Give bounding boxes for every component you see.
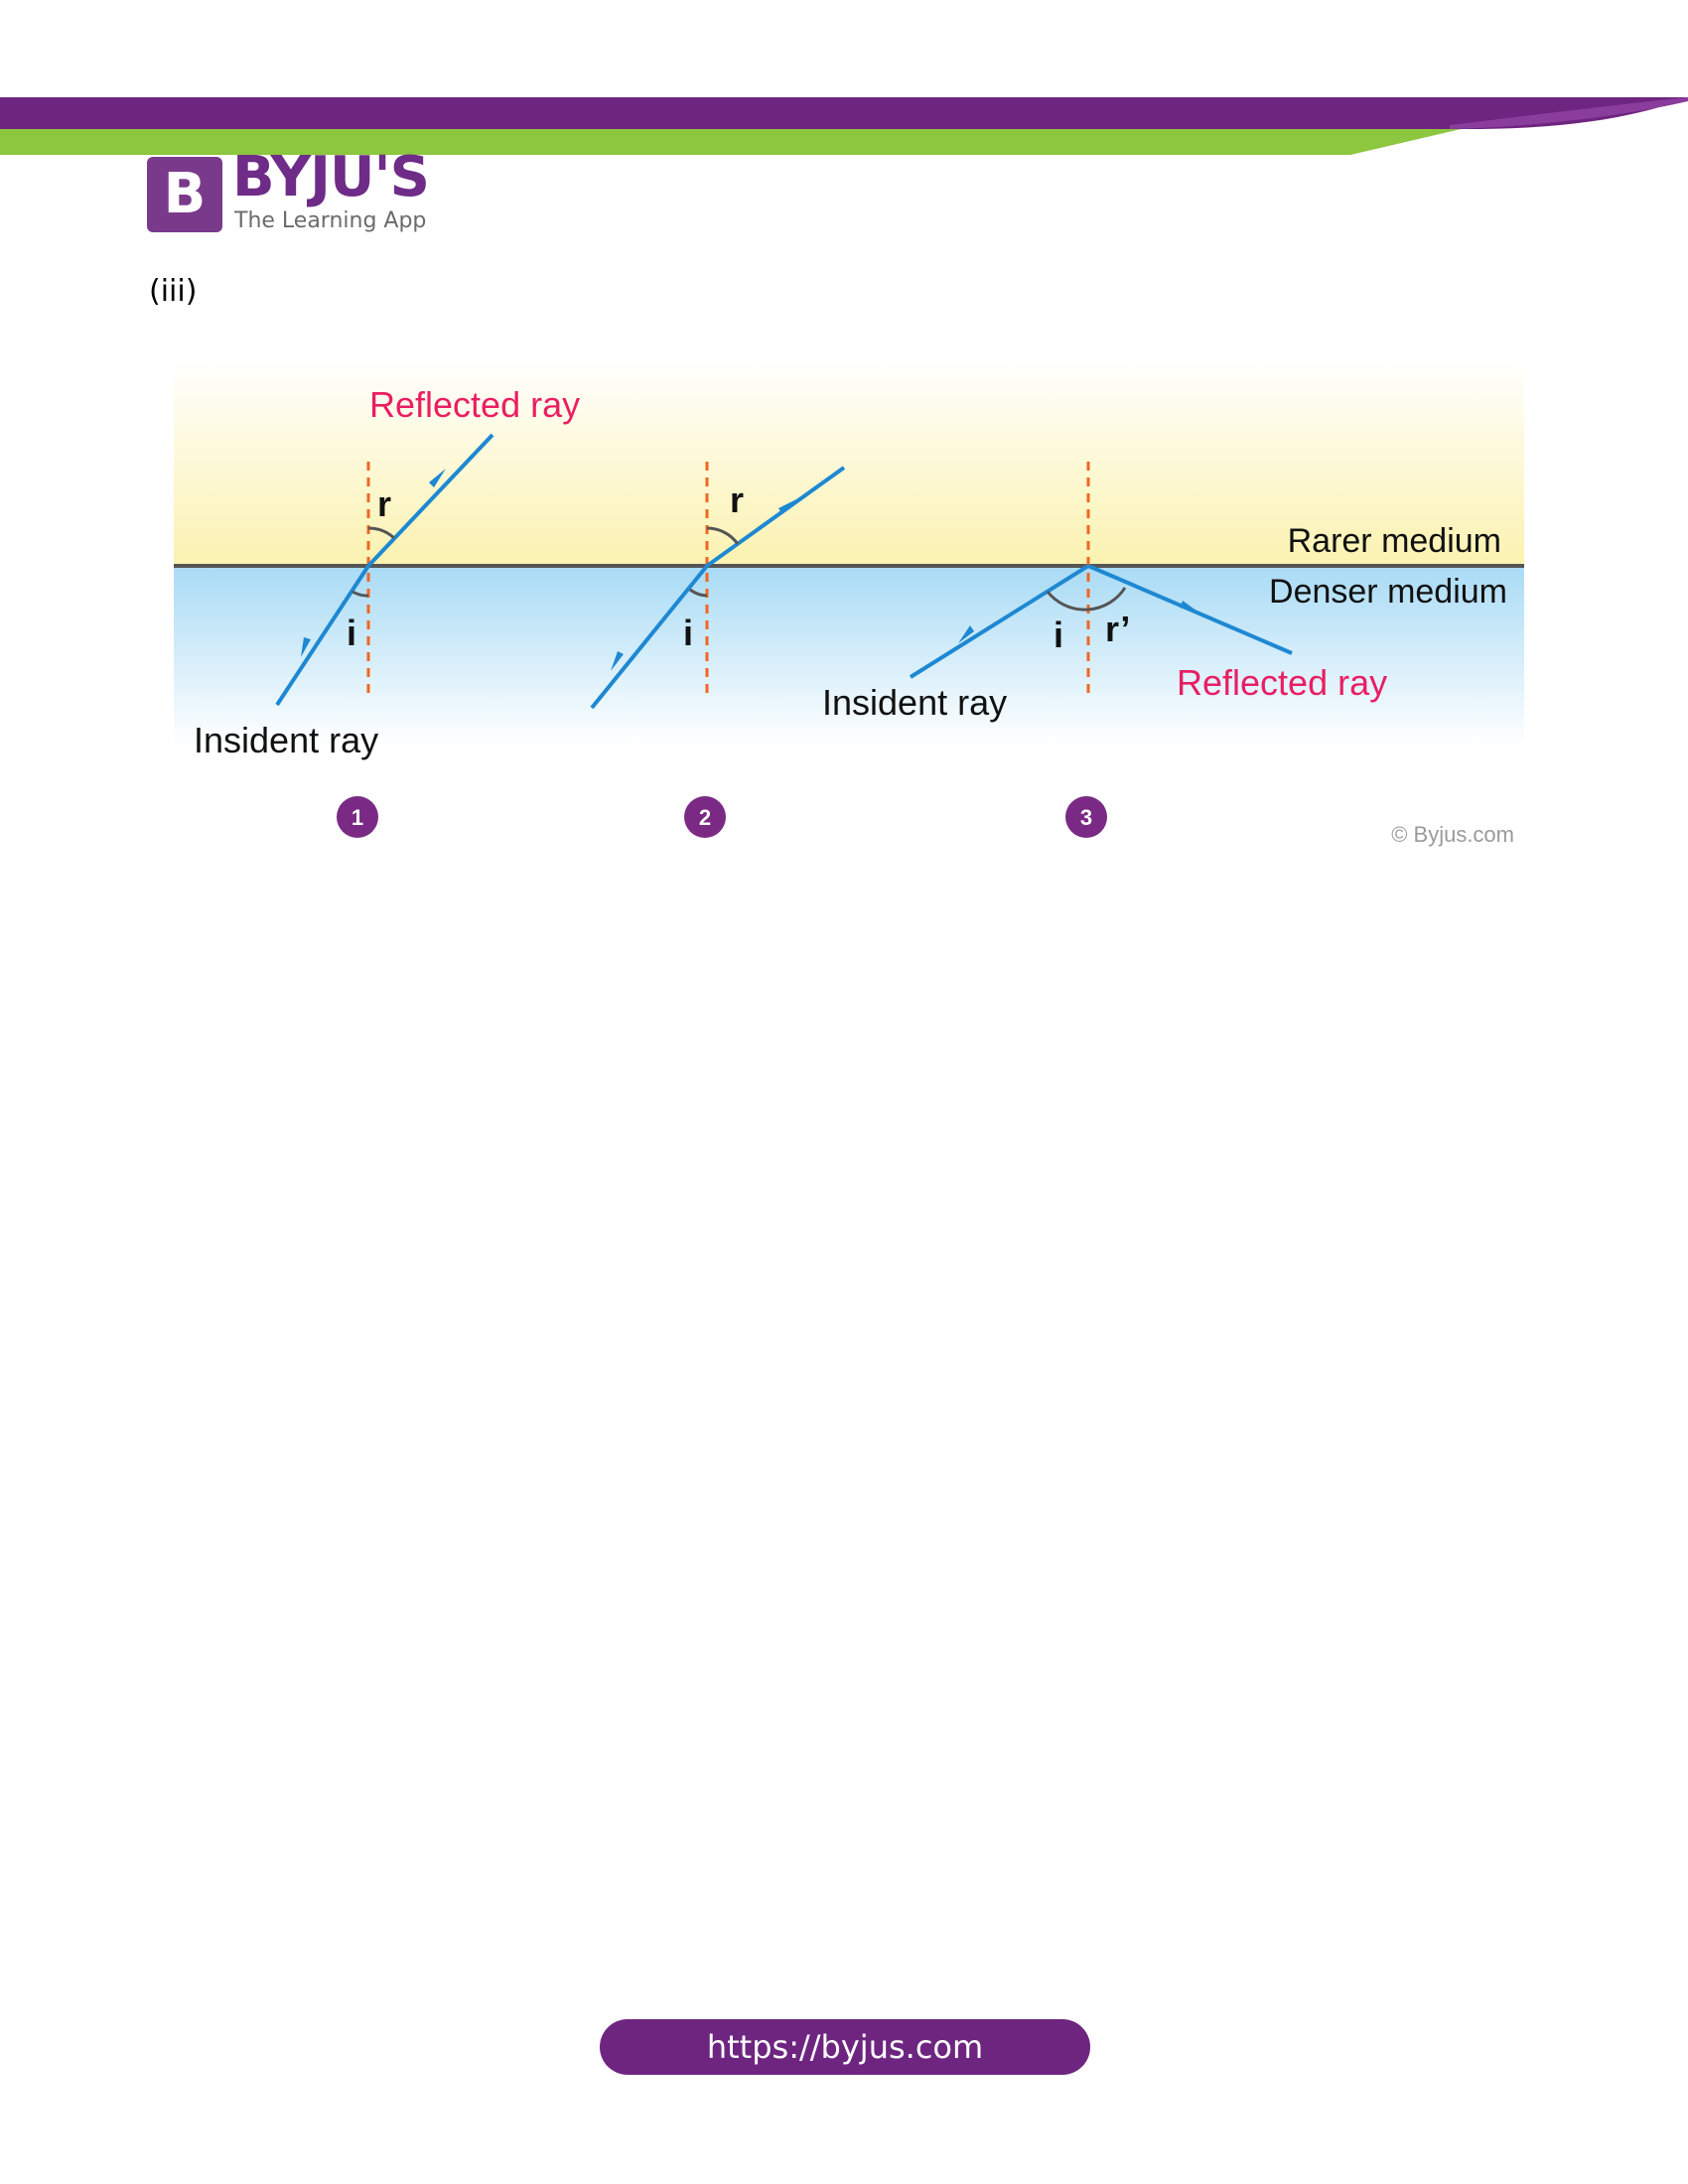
brand-logo — [147, 145, 445, 240]
label-angle-i-3: i — [1054, 614, 1064, 655]
label-rarer-medium: Rarer medium — [1287, 522, 1501, 560]
label-incident-ray-3: Insident ray — [822, 682, 1008, 723]
step-number-3: 3 — [1079, 805, 1093, 830]
label-angle-r-1: r — [377, 483, 392, 524]
label-incident-ray-1: Insident ray — [194, 720, 379, 760]
label-reflected-ray-3: Reflected ray — [1177, 662, 1388, 703]
footer-url-link[interactable]: https://byjus.com — [600, 2019, 1090, 2075]
step-number-1: 1 — [351, 805, 364, 830]
total-internal-reflection-diagram — [174, 357, 1524, 874]
brand-name: BYJU'S — [232, 145, 429, 209]
brand-tagline: The Learning App — [234, 208, 427, 233]
label-angle-i-2: i — [683, 613, 694, 653]
question-part-label: (iii) — [149, 274, 198, 309]
logo-letter: B — [163, 162, 207, 226]
copyright-text: © Byjus.com — [1391, 822, 1514, 847]
label-angle-r-3: r’ — [1105, 609, 1131, 649]
label-angle-i-1: i — [347, 613, 357, 653]
label-denser-medium: Denser medium — [1269, 573, 1507, 611]
step-number-2: 2 — [698, 805, 712, 830]
label-reflected-ray-1: Reflected ray — [369, 384, 581, 425]
label-angle-r-2: r — [730, 479, 745, 520]
